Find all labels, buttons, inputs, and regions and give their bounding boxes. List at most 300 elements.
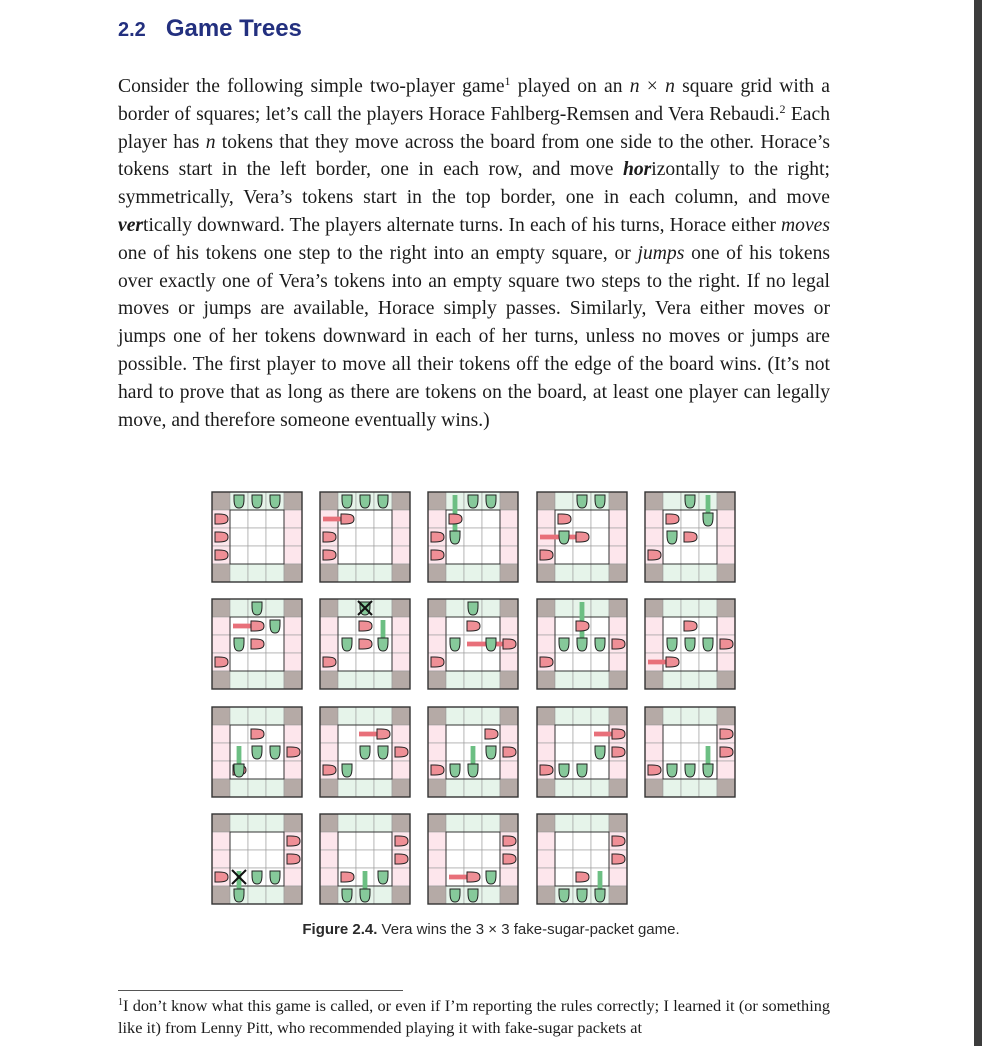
- board-7: [320, 599, 410, 689]
- horace-border-cell: [392, 761, 410, 779]
- board-cell: [356, 832, 374, 850]
- board-cell: [555, 868, 573, 886]
- footnote-ref: 1: [504, 74, 511, 88]
- corner-cell: [609, 671, 627, 689]
- horace-border-cell: [537, 743, 555, 761]
- board-cell: [591, 761, 609, 779]
- board-cell: [699, 617, 717, 635]
- horace-border-cell: [500, 725, 518, 743]
- footnote-text: I don’t know what this game is called, or even if I’m reporting the rules correctly; I learned it (or something like it) from Lenny Pitt, who recommended playing it with fake-sugar packets at: [118, 996, 830, 1037]
- horace-border-cell: [645, 510, 663, 528]
- horace-token: [215, 514, 228, 524]
- horace-border-cell: [717, 617, 735, 635]
- horace-token: [503, 854, 516, 864]
- horace-token: [612, 639, 625, 649]
- vera-border-cell: [446, 707, 464, 725]
- vera-border-cell: [555, 599, 573, 617]
- vera-border-cell: [374, 671, 392, 689]
- vera-token: [234, 638, 244, 651]
- text-run: tically downward. The players alternate turns. In each of his turns, Horace either: [143, 214, 782, 236]
- vera-border-cell: [555, 492, 573, 510]
- horace-border-cell: [392, 546, 410, 564]
- vera-border-cell: [446, 671, 464, 689]
- footnote-rule: [118, 990, 403, 991]
- board-cell: [482, 510, 500, 528]
- horace-token: [720, 639, 733, 649]
- horace-border-cell: [717, 761, 735, 779]
- horace-border-cell: [212, 743, 230, 761]
- vera-border-cell: [266, 564, 284, 582]
- horace-token: [287, 836, 300, 846]
- vera-border-cell: [591, 814, 609, 832]
- board-cell: [230, 832, 248, 850]
- vera-token: [360, 889, 370, 902]
- board-cell: [464, 725, 482, 743]
- corner-cell: [500, 599, 518, 617]
- vera-border-cell: [446, 564, 464, 582]
- corner-cell: [320, 779, 338, 797]
- board-cell: [573, 850, 591, 868]
- corner-cell: [284, 814, 302, 832]
- footnote-marker: 1: [118, 997, 123, 1008]
- horace-border-cell: [212, 850, 230, 868]
- text-run: izontally to the right; symmetrically, Vera’s tokens start in the top border, one in each column, and move: [118, 159, 830, 209]
- text-run: square grid with a border of squares; let’s call the players Horace Fahlberg-Remsen and Vera Rebaudi.: [118, 76, 830, 125]
- text-run: hor: [622, 159, 652, 181]
- horace-token: [323, 550, 336, 560]
- board-13: [428, 707, 518, 797]
- horace-border-cell: [212, 761, 230, 779]
- vera-border-cell: [374, 564, 392, 582]
- vera-token: [252, 871, 262, 884]
- vera-token: [234, 764, 244, 777]
- vera-border-cell: [374, 886, 392, 904]
- horace-token: [720, 747, 733, 757]
- vera-border-cell: [266, 779, 284, 797]
- vera-border-cell: [266, 814, 284, 832]
- corner-cell: [500, 564, 518, 582]
- corner-cell: [609, 779, 627, 797]
- board-cell: [573, 546, 591, 564]
- board-cell: [248, 653, 266, 671]
- corner-cell: [717, 492, 735, 510]
- board-cell: [230, 850, 248, 868]
- horace-token: [485, 729, 498, 739]
- board-6: [212, 599, 302, 689]
- vera-border-cell: [374, 814, 392, 832]
- vera-border-cell: [699, 779, 717, 797]
- horace-token: [377, 729, 390, 739]
- board-cell: [230, 653, 248, 671]
- horace-border-cell: [320, 832, 338, 850]
- corner-cell: [645, 564, 663, 582]
- vera-border-cell: [663, 492, 681, 510]
- text-run: Each player has: [118, 103, 830, 153]
- vera-border-cell: [338, 814, 356, 832]
- board-cell: [681, 725, 699, 743]
- corner-cell: [609, 564, 627, 582]
- board-cell: [446, 653, 464, 671]
- corner-cell: [645, 707, 663, 725]
- corner-cell: [284, 492, 302, 510]
- vera-token: [468, 764, 478, 777]
- corner-cell: [717, 671, 735, 689]
- horace-border-cell: [284, 528, 302, 546]
- vera-border-cell: [374, 707, 392, 725]
- text-run: played on an: [510, 76, 630, 97]
- vera-border-cell: [338, 671, 356, 689]
- board-cell: [591, 617, 609, 635]
- horace-token: [287, 854, 300, 864]
- board-cell: [338, 528, 356, 546]
- board-cell: [663, 617, 681, 635]
- section-number: 2.2: [118, 19, 146, 41]
- vera-token: [270, 871, 280, 884]
- vera-token: [468, 889, 478, 902]
- board-cell: [356, 528, 374, 546]
- board-cell: [555, 850, 573, 868]
- corner-cell: [717, 707, 735, 725]
- board-cell: [446, 850, 464, 868]
- horace-border-cell: [212, 635, 230, 653]
- corner-cell: [320, 671, 338, 689]
- board-cell: [266, 725, 284, 743]
- horace-border-cell: [537, 868, 555, 886]
- horace-token: [431, 765, 444, 775]
- horace-border-cell: [392, 653, 410, 671]
- horace-token: [720, 729, 733, 739]
- vera-border-cell: [374, 779, 392, 797]
- vera-border-cell: [573, 564, 591, 582]
- vera-token: [342, 638, 352, 651]
- corner-cell: [428, 779, 446, 797]
- horace-border-cell: [320, 617, 338, 635]
- vera-token: [234, 889, 244, 902]
- text-run: Consider the following simple two-player game: [118, 76, 505, 97]
- vera-token: [595, 889, 605, 902]
- board-19: [537, 814, 627, 904]
- horace-border-cell: [609, 868, 627, 886]
- horace-border-cell: [284, 546, 302, 564]
- corner-cell: [284, 671, 302, 689]
- vera-token: [450, 531, 460, 544]
- corner-cell: [717, 564, 735, 582]
- horace-token: [576, 872, 589, 882]
- horace-border-cell: [392, 868, 410, 886]
- vera-border-cell: [266, 671, 284, 689]
- vera-token: [559, 889, 569, 902]
- vera-border-cell: [464, 671, 482, 689]
- vera-token: [667, 764, 677, 777]
- corner-cell: [428, 707, 446, 725]
- horace-border-cell: [500, 617, 518, 635]
- board-cell: [374, 510, 392, 528]
- board-cell: [374, 761, 392, 779]
- game-sequence-figure: [0, 480, 982, 915]
- vera-border-cell: [338, 707, 356, 725]
- horace-border-cell: [537, 510, 555, 528]
- corner-cell: [320, 814, 338, 832]
- horace-token: [341, 872, 354, 882]
- board-cell: [699, 546, 717, 564]
- vera-token: [486, 638, 496, 651]
- horace-token: [684, 532, 697, 542]
- vera-border-cell: [482, 599, 500, 617]
- board-cell: [446, 832, 464, 850]
- horace-token: [612, 729, 625, 739]
- horace-token: [251, 621, 264, 631]
- vera-border-cell: [573, 779, 591, 797]
- horace-border-cell: [320, 850, 338, 868]
- vera-token: [703, 513, 713, 526]
- vera-token: [378, 495, 388, 508]
- board-cell: [356, 761, 374, 779]
- corner-cell: [500, 779, 518, 797]
- board-cell: [555, 617, 573, 635]
- corner-cell: [500, 886, 518, 904]
- corner-cell: [500, 814, 518, 832]
- board-cell: [591, 832, 609, 850]
- horace-token: [395, 747, 408, 757]
- vera-token: [685, 764, 695, 777]
- board-cell: [230, 528, 248, 546]
- vera-border-cell: [356, 814, 374, 832]
- vera-border-cell: [663, 707, 681, 725]
- board-cell: [699, 653, 717, 671]
- corner-cell: [645, 492, 663, 510]
- horace-border-cell: [392, 617, 410, 635]
- board-cell: [248, 528, 266, 546]
- vera-border-cell: [555, 564, 573, 582]
- board-cell: [482, 850, 500, 868]
- horace-border-cell: [609, 653, 627, 671]
- horace-token: [648, 550, 661, 560]
- vera-border-cell: [446, 814, 464, 832]
- board-cell: [591, 653, 609, 671]
- board-cell: [555, 653, 573, 671]
- corner-cell: [428, 564, 446, 582]
- vera-border-cell: [482, 814, 500, 832]
- corner-cell: [320, 707, 338, 725]
- board-cell: [338, 743, 356, 761]
- board-11: [212, 707, 302, 797]
- board-cell: [482, 761, 500, 779]
- corner-cell: [537, 564, 555, 582]
- corner-cell: [537, 671, 555, 689]
- horace-border-cell: [645, 635, 663, 653]
- vera-token: [685, 495, 695, 508]
- vera-border-cell: [591, 707, 609, 725]
- horace-token: [449, 514, 462, 524]
- vera-token: [450, 638, 460, 651]
- vera-border-cell: [356, 707, 374, 725]
- corner-cell: [645, 671, 663, 689]
- vera-border-cell: [573, 671, 591, 689]
- vera-border-cell: [230, 707, 248, 725]
- horace-border-cell: [645, 528, 663, 546]
- horace-border-cell: [537, 635, 555, 653]
- vera-token: [342, 764, 352, 777]
- horace-token: [323, 765, 336, 775]
- board-cell: [464, 528, 482, 546]
- horace-border-cell: [212, 832, 230, 850]
- board-cell: [573, 832, 591, 850]
- vera-border-cell: [248, 886, 266, 904]
- corner-cell: [284, 599, 302, 617]
- board-cell: [266, 832, 284, 850]
- horace-token: [431, 657, 444, 667]
- vera-border-cell: [681, 671, 699, 689]
- horace-border-cell: [645, 725, 663, 743]
- board-cell: [374, 546, 392, 564]
- vera-token: [342, 495, 352, 508]
- corner-cell: [609, 599, 627, 617]
- board-8: [428, 599, 518, 689]
- board-cell: [573, 510, 591, 528]
- horace-token: [215, 657, 228, 667]
- horace-border-cell: [212, 617, 230, 635]
- horace-border-cell: [537, 617, 555, 635]
- corner-cell: [537, 599, 555, 617]
- board-3: [428, 492, 518, 582]
- horace-border-cell: [320, 635, 338, 653]
- board-cell: [555, 546, 573, 564]
- vera-border-cell: [464, 564, 482, 582]
- intro-paragraph: [118, 73, 830, 434]
- corner-cell: [212, 779, 230, 797]
- vera-token: [703, 638, 713, 651]
- vera-border-cell: [699, 671, 717, 689]
- vera-border-cell: [482, 707, 500, 725]
- vera-token: [577, 638, 587, 651]
- corner-cell: [428, 814, 446, 832]
- board-cell: [266, 546, 284, 564]
- horace-border-cell: [392, 635, 410, 653]
- vera-token: [360, 495, 370, 508]
- board-cell: [446, 725, 464, 743]
- vera-border-cell: [681, 564, 699, 582]
- vera-token: [703, 764, 713, 777]
- board-cell: [266, 850, 284, 868]
- section-title: Game Trees: [165, 15, 302, 42]
- horace-border-cell: [320, 868, 338, 886]
- horace-border-cell: [537, 850, 555, 868]
- board-cell: [338, 617, 356, 635]
- vera-border-cell: [482, 779, 500, 797]
- corner-cell: [537, 814, 555, 832]
- board-cell: [374, 528, 392, 546]
- vera-border-cell: [338, 779, 356, 797]
- section-heading: [118, 12, 302, 47]
- vera-token: [486, 495, 496, 508]
- board-cell: [356, 510, 374, 528]
- vera-border-cell: [356, 671, 374, 689]
- horace-token: [431, 532, 444, 542]
- figure-caption: [0, 921, 982, 938]
- vera-border-cell: [248, 779, 266, 797]
- horace-border-cell: [428, 850, 446, 868]
- board-cell: [482, 528, 500, 546]
- text-run: n: [629, 76, 640, 97]
- vera-border-cell: [591, 671, 609, 689]
- horace-border-cell: [428, 510, 446, 528]
- vera-border-cell: [482, 886, 500, 904]
- horace-border-cell: [428, 635, 446, 653]
- corner-cell: [537, 886, 555, 904]
- horace-token: [576, 621, 589, 631]
- horace-token: [558, 514, 571, 524]
- corner-cell: [609, 492, 627, 510]
- corner-cell: [500, 707, 518, 725]
- board-18: [428, 814, 518, 904]
- vera-border-cell: [230, 564, 248, 582]
- vera-token: [577, 764, 587, 777]
- horace-token: [612, 836, 625, 846]
- horace-token: [467, 621, 480, 631]
- horace-border-cell: [609, 546, 627, 564]
- board-cell: [248, 850, 266, 868]
- board-cell: [338, 546, 356, 564]
- vera-token: [252, 602, 262, 615]
- vera-border-cell: [699, 599, 717, 617]
- vera-token: [378, 638, 388, 651]
- board-cell: [338, 832, 356, 850]
- corner-cell: [284, 707, 302, 725]
- vera-border-cell: [338, 599, 356, 617]
- horace-token: [395, 854, 408, 864]
- horace-border-cell: [609, 528, 627, 546]
- board-cell: [266, 635, 284, 653]
- vera-border-cell: [446, 599, 464, 617]
- horace-token: [215, 532, 228, 542]
- horace-border-cell: [428, 832, 446, 850]
- corner-cell: [212, 492, 230, 510]
- corner-cell: [212, 814, 230, 832]
- horace-border-cell: [284, 725, 302, 743]
- vera-border-cell: [555, 671, 573, 689]
- vera-border-cell: [573, 814, 591, 832]
- text-run: one of his tokens over exactly one of Vera’s tokens into an empty square two steps to the right. If no legal moves or jumps are available, Horace simply passes. Similarly, Vera either moves or jumps one of her tokens downward in each of her turns, unless no moves or jumps are possible. The first player to move all their tokens off the edge of the board wins. (It’s not hard to prove that as long as there are tokens on the board, at least one player can legally move, and therefore someone eventually wins.): [118, 242, 830, 431]
- board-cell: [266, 510, 284, 528]
- horace-token: [540, 657, 553, 667]
- vera-token: [559, 764, 569, 777]
- vera-token: [595, 746, 605, 759]
- text-run: one of his tokens one step to the right into an empty square, or: [118, 242, 638, 264]
- horace-border-cell: [500, 761, 518, 779]
- horace-border-cell: [537, 832, 555, 850]
- vera-border-cell: [338, 564, 356, 582]
- vera-token: [252, 746, 262, 759]
- board-cell: [356, 546, 374, 564]
- vera-token: [667, 531, 677, 544]
- horace-border-cell: [609, 510, 627, 528]
- horace-token: [648, 765, 661, 775]
- corner-cell: [428, 671, 446, 689]
- vera-token: [559, 638, 569, 651]
- board-cell: [266, 528, 284, 546]
- corner-cell: [320, 599, 338, 617]
- figure-caption-text: Vera wins the 3 × 3 fake-sugar-packet game.: [377, 921, 680, 938]
- horace-border-cell: [500, 653, 518, 671]
- vera-border-cell: [464, 814, 482, 832]
- board-cell: [573, 743, 591, 761]
- board-cell: [356, 653, 374, 671]
- horace-border-cell: [500, 510, 518, 528]
- board-cell: [482, 617, 500, 635]
- horace-token: [612, 854, 625, 864]
- vera-border-cell: [248, 814, 266, 832]
- horace-border-cell: [645, 743, 663, 761]
